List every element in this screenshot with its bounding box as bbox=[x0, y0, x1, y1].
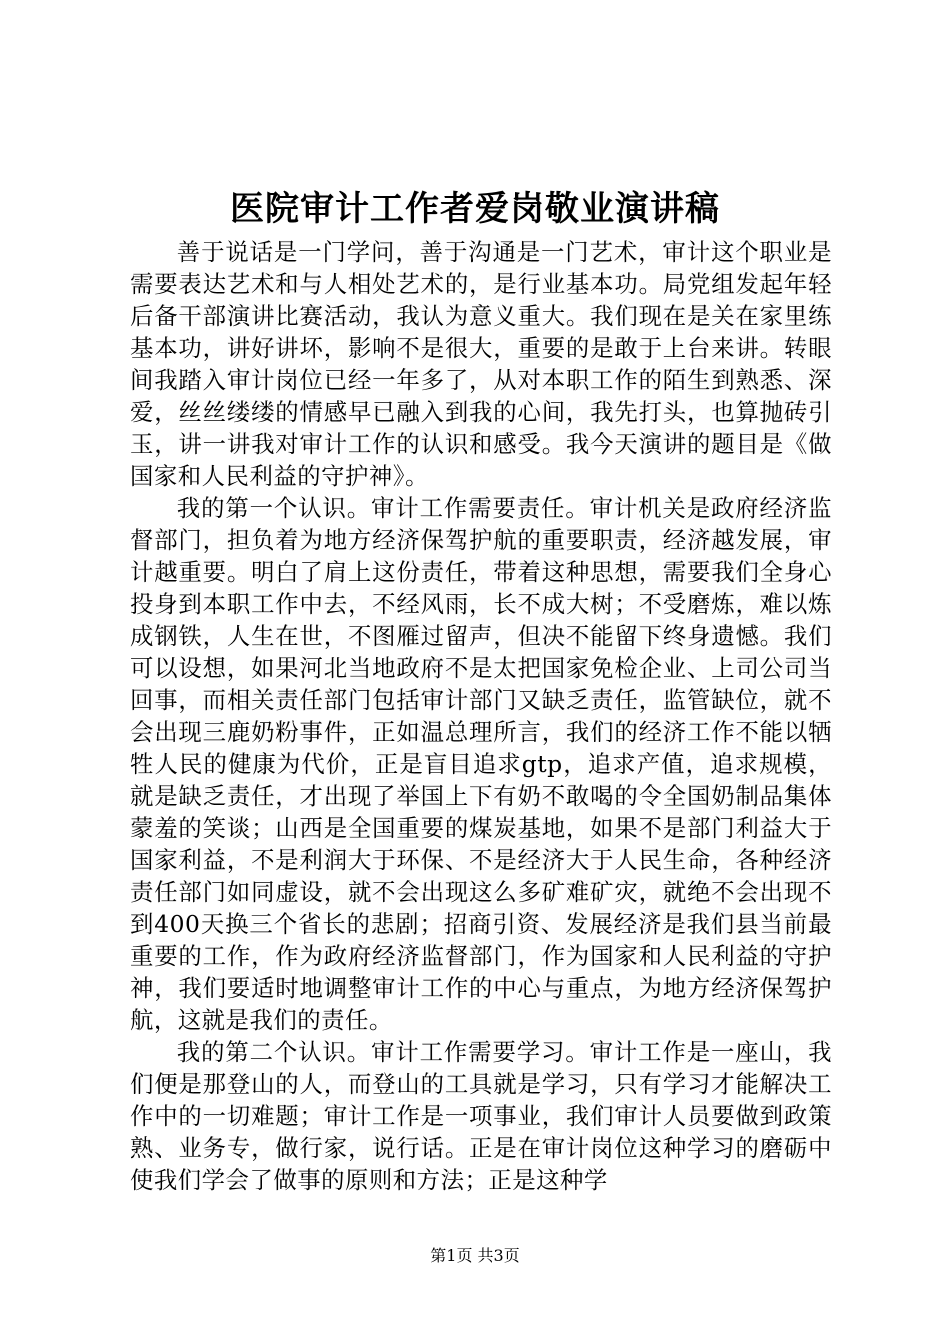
paragraph-second-point: 我的第二个认识。审计工作需要学习。审计工作是一座山，我们便是那登山的人，而登山的工具就是学习，只有学习才能解决工作中的一切难题；审计工作是一项事业，我们审计人员要做到政策熟、业务专，做行家，说行话。正是在审计岗位这种学习的磨砺中使我们学会了做事的原则和方法；正是这种学 bbox=[130, 1038, 832, 1194]
paragraph-first-point: 我的第一个认识。审计工作需要责任。审计机关是政府经济监督部门，担负着为地方经济保驾护航的重要职责，经济越发展，审计越重要。明白了肩上这份责任，带着这种思想，需要我们全身心投身到本职工作中去，不经风雨，长不成大树；不受磨炼，难以炼成钢铁，人生在世，不图雁过留声，但决不能留下终身遗憾。我们可以设想，如果河北当地政府不是太把国家免检企业、上司公司当回事，而相关责任部门包括审计部门又缺乏责任，监管缺位，就不会出现三鹿奶粉事件，正如温总理所言，我们的经济工作不能以牺牲人民的健康为代价，正是盲目追求gtp，追求产值，追求规模，就是缺乏责任，才出现了举国上下有奶不敢喝的令全国奶制品集体蒙羞的笑谈；山西是全国重要的煤炭基地，如果不是部门利益大于国家利益，不是利润大于环保、不是经济大于人民生命，各种经济责任部门如同虚设，就不会出现这么多矿难矿灾，就绝不会出现不到400天换三个省长的悲剧；招商引资、发展经济是我们县当前最重要的工作，作为政府经济监督部门，作为国家和人民利益的守护神，我们要适时地调整审计工作的中心与重点，为地方经济保驾护航，这就是我们的责任。 bbox=[130, 494, 832, 1034]
page-number-footer: 第1页 共3页 bbox=[430, 1246, 520, 1265]
document-body bbox=[130, 236, 832, 1196]
paragraph-intro: 善于说话是一门学问，善于沟通是一门艺术，审计这个职业是需要表达艺术和与人相处艺术的，是行业基本功。局党组发起年轻后备干部演讲比赛活动，我认为意义重大。我们现在是关在家里练基本功，讲好讲坏，影响不是很大，重要的是敢于上台来讲。转眼间我踏入审计岗位已经一年多了，从对本职工作的陌生到熟悉、深爱，丝丝缕缕的情感早已融入到我的心间，我先打头，也算抛砖引玉，讲一讲我对审计工作的认识和感受。我今天演讲的题目是《做国家和人民利益的守护神》。 bbox=[130, 238, 832, 490]
document-title: 医院审计工作者爱岗敬业演讲稿 bbox=[230, 189, 720, 229]
